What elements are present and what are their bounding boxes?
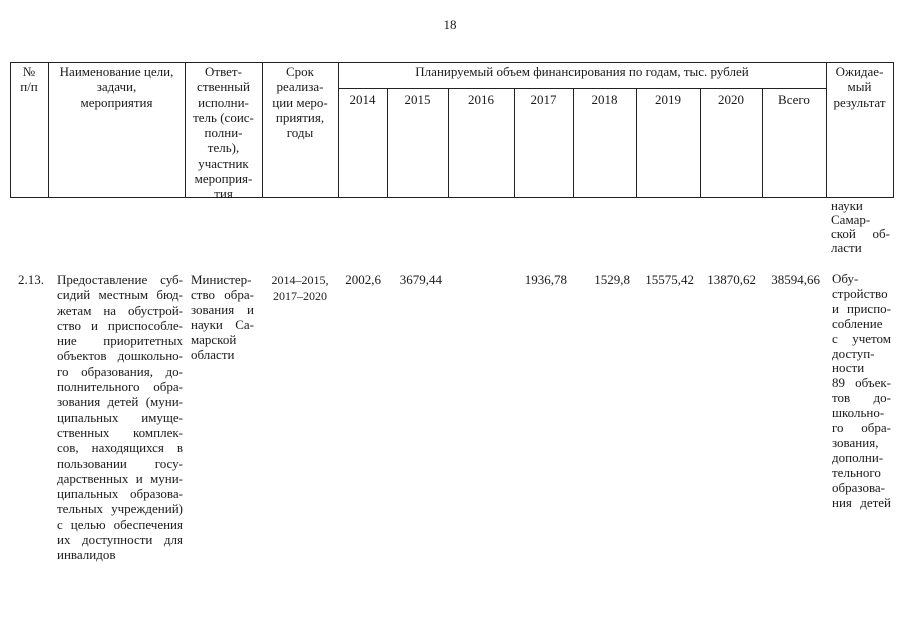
continuation-result-line-4: ласти [831, 240, 862, 255]
header-name-line-3: мероприятия [80, 94, 153, 110]
row-name-line-1: Предоставление суб- [57, 272, 183, 287]
header-name-line-1: Наименование цели, [59, 64, 174, 79]
row-value-2017: 1936,78 [524, 272, 567, 287]
row-name-line-7: го образования, до- [57, 363, 183, 379]
header-num-line-2: п/п [20, 79, 38, 95]
page-number: 18 [443, 17, 457, 32]
row-value-2015: 3679,44 [399, 272, 442, 287]
header-name [48, 62, 185, 197]
header-term-line-3: ции меро- [272, 94, 328, 110]
header-term-line-2: реализа- [276, 79, 324, 95]
row-result-line-10: школьно- [832, 405, 885, 421]
header-year-2020: 2020 [718, 92, 744, 107]
row-name-line-19: инвалидов [57, 547, 116, 563]
header-term-line-4: приятия, [275, 109, 325, 125]
row-name-line-15: ципальных образова- [57, 486, 183, 502]
continuation-result-line-2: Самар- [831, 212, 871, 227]
row-value-2020: 13870,62 [707, 272, 756, 287]
header-term-line-1: Срок [286, 64, 314, 79]
row-result-line-7: ности [832, 360, 865, 376]
header-name-line-2: задачи, [96, 79, 137, 95]
row-name-line-16: тельных учреждений) [57, 501, 183, 517]
row-responsible-line-2: ство обра- [191, 287, 254, 303]
header-year-2015: 2015 [404, 92, 431, 107]
row-value-total: 38594,66 [771, 272, 820, 287]
header-num-line-1: № [22, 64, 36, 79]
row-number: 2.13. [18, 272, 44, 287]
row-name-line-9: зования детей (муни- [57, 394, 183, 410]
row-term [262, 272, 338, 304]
row-result-line-11: го обра- [832, 420, 891, 436]
row-result-line-3: и приспо- [832, 300, 891, 316]
row-name [57, 272, 183, 563]
table-border-right [893, 62, 894, 198]
row-result-line-5: с учетом [832, 330, 891, 346]
header-total: Всего [778, 92, 810, 107]
row-result-line-13: дополни- [832, 449, 884, 465]
header-term [262, 62, 338, 197]
header-result-line-1: Ожидае- [835, 64, 884, 79]
row-result-line-6: доступ- [832, 345, 875, 361]
header-responsible-line-5: полни- [204, 125, 243, 141]
row-result-line-2: стройство [832, 285, 888, 301]
row-name-line-5: ние приоритетных [57, 333, 183, 349]
row-result-line-1: Обу- [832, 271, 859, 286]
continuation-result-line-1: науки [831, 198, 863, 213]
header-responsible [185, 62, 262, 202]
row-value-2014: 2002,6 [345, 272, 381, 287]
header-financing: Планируемый объем финансирования по годам, тыс. рублей [415, 64, 749, 79]
header-responsible-line-9: тия [214, 186, 233, 202]
header-result-line-3: результат [833, 94, 886, 110]
row-responsible-line-6: области [191, 347, 235, 363]
row-name-line-17: с целью обеспечения [57, 516, 183, 532]
row-value-2018: 1529,8 [594, 272, 630, 287]
row-name-line-12: сов, находящихся в [57, 440, 183, 456]
row-responsible-line-3: зования и [191, 302, 254, 318]
row-name-line-18: их доступности для [57, 532, 183, 548]
row-name-line-6: объектов дошкольно- [57, 348, 183, 364]
row-result-line-14: тельного [832, 464, 881, 480]
row-term-line-1: 2014–2015, [271, 273, 329, 287]
row-term-line-2: 2017–2020 [273, 289, 327, 303]
header-result [826, 62, 893, 197]
header-term-line-5: годы [286, 125, 314, 141]
header-year-2014: 2014 [349, 92, 376, 107]
header-year-2016: 2016 [468, 92, 494, 107]
header-year-2017: 2017 [530, 92, 557, 107]
row-responsible-line-1: Министер- [191, 272, 252, 287]
header-responsible-line-8: мероприя- [194, 171, 253, 187]
row-result-line-15: образова- [832, 479, 886, 495]
row-result-line-4: собление [832, 315, 883, 331]
row-name-line-8: полнительного обра- [57, 379, 183, 395]
header-year-2019: 2019 [655, 92, 681, 107]
row-name-line-2: сидий местным бюд- [57, 287, 183, 303]
row-responsible [191, 272, 254, 363]
row-result-line-8: 89 объек- [832, 375, 891, 391]
row-name-line-3: жетам на обустрой- [57, 302, 183, 318]
row-value-2019: 15575,42 [645, 272, 694, 287]
continuation-result [831, 199, 890, 255]
row-result-line-16: ния детей [832, 494, 891, 510]
row-result [832, 272, 891, 511]
header-num [10, 62, 48, 197]
header-responsible-line-4: тель (соис- [193, 109, 254, 125]
row-name-line-10: ципальных имуще- [57, 409, 183, 425]
header-responsible-line-2: ственный [197, 79, 250, 95]
row-name-line-13: пользовании госу- [57, 455, 183, 471]
header-responsible-line-1: Ответ- [205, 64, 242, 79]
row-name-line-14: дарственных и муни- [57, 470, 183, 486]
row-result-line-9: тов до- [832, 390, 891, 406]
row-responsible-line-5: марской [191, 332, 237, 348]
row-responsible-line-4: науки Са- [191, 317, 254, 333]
row-name-line-11: ственных комплек- [57, 424, 183, 440]
continuation-result-line-3: ской об- [831, 226, 890, 241]
header-responsible-line-7: участник [198, 155, 249, 171]
header-responsible-line-6: тель), [207, 140, 240, 156]
header-year-2018: 2018 [591, 92, 618, 107]
row-name-line-4: ство и приспособле- [57, 317, 183, 333]
row-result-line-12: зования, [832, 434, 879, 450]
header-result-line-2: мый [847, 79, 872, 95]
header-responsible-line-3: исполни- [198, 94, 249, 110]
